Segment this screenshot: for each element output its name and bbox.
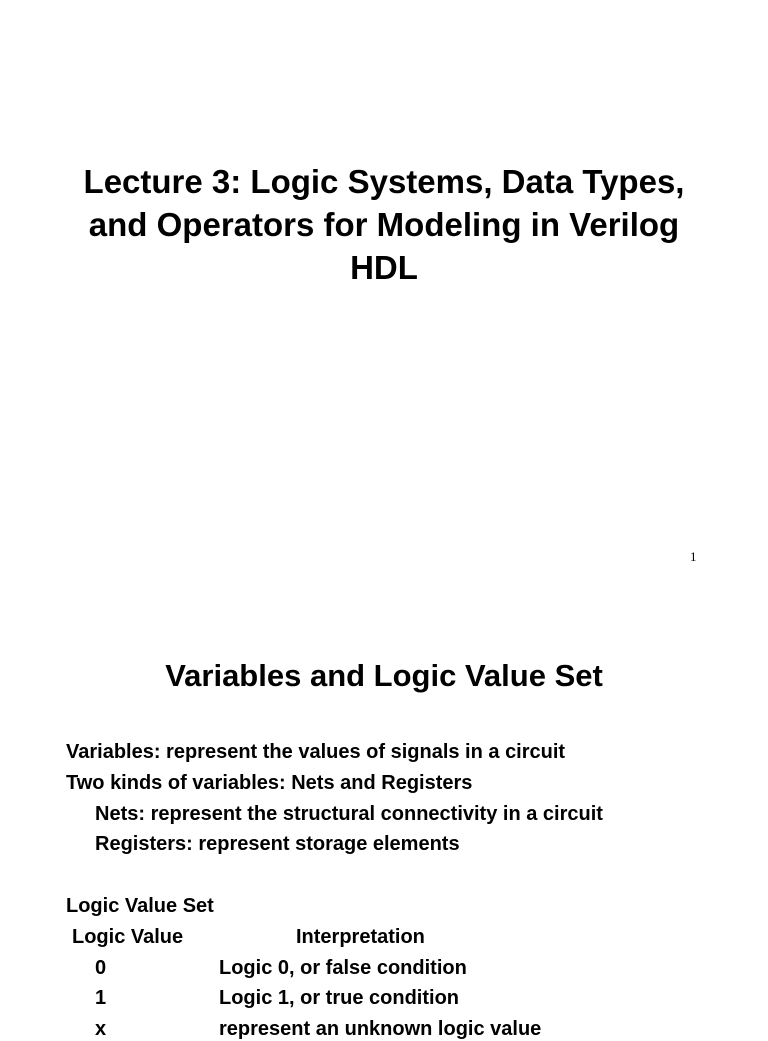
registers-definition: Registers: represent storage elements [95,833,460,855]
nets-definition: Nets: represent the structural connectivity in a circuit [95,803,603,825]
variables-definition: Variables: represent the values of signals in a circuit [66,741,566,763]
title-line-1: Lecture 3: Logic Systems, Data Types, [83,163,685,200]
column-header-interpretation: Interpretation [296,926,425,948]
table-cell-value: 0 [95,957,107,979]
table-cell-interpretation: Logic 0, or false condition [219,957,467,979]
table-cell-interpretation: represent an unknown logic value [219,1018,542,1040]
column-header-logic-value: Logic Value [72,926,184,948]
table-cell-value: 1 [95,987,107,1009]
page-number: 1 [690,549,697,564]
logic-value-set-heading: Logic Value Set [66,895,214,917]
table-cell-value: x [95,1018,107,1040]
slide-1-title [40,160,728,289]
slide-2-title: Variables and Logic Value Set [165,658,603,693]
title-line-2: and Operators for Modeling in Verilog [88,206,680,243]
kinds-of-variables: Two kinds of variables: Nets and Registers [66,772,473,794]
table-cell-interpretation: Logic 1, or true condition [219,987,459,1009]
title-line-3: HDL [350,249,418,286]
